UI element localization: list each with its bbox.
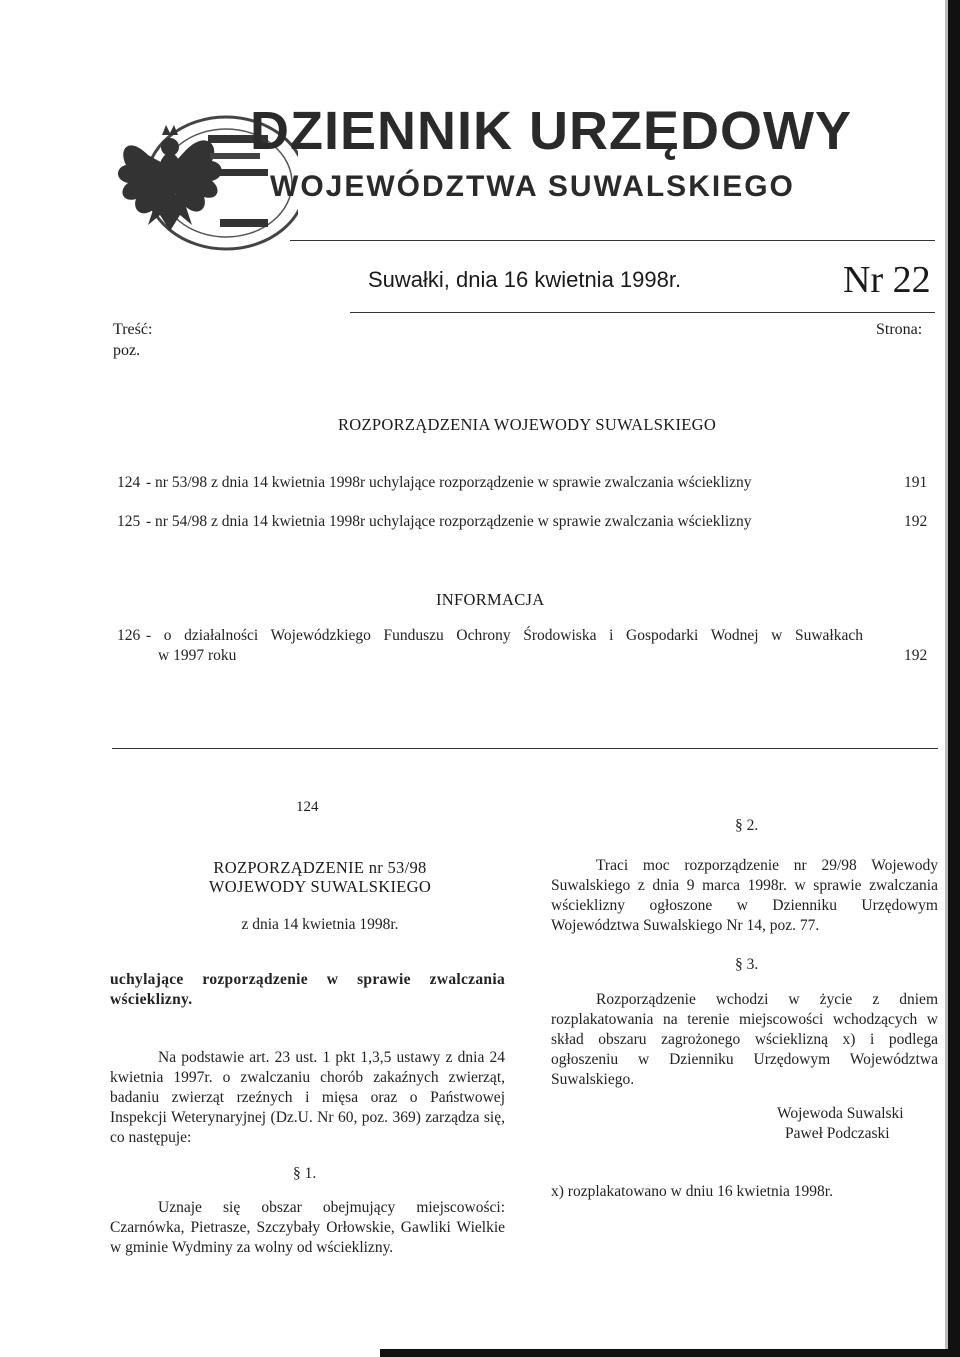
act-subject: uchylające rozporządzenie w sprawie zwalczania wścieklizny.: [110, 971, 505, 1008]
contents-label: Treść:: [113, 321, 153, 338]
act-date: z dnia 14 kwietnia 1998r.: [241, 916, 399, 933]
toc-item-page: 192: [904, 513, 928, 530]
paragraph-1-text: Uznaje się obszar obejmujący miejscowości: Czarnówka, Pietrasze, Szczybały Orłowskie, Gawliki Wielkie w gminie Wydminy za wolny od wścieklizny.: [110, 1199, 505, 1256]
contents-separator: [112, 748, 938, 749]
toc-item-text: - nr 53/98 z dnia 14 kwietnia 1998r uchylające rozporządzenie w sprawie zwalczania wścieklizny: [146, 474, 752, 491]
paragraph-2-text: Traci moc rozporządzenie nr 29/98 Wojewody Suwalskiego z dnia 9 marca 1998r. w sprawie zwalczania wścieklizny ogłoszone w Dzienniku Urzędowym Województwa Suwalskiego Nr 14, poz. 77.: [551, 857, 938, 934]
scan-edge-bottom: [380, 1349, 960, 1357]
act-title: ROZPORZĄDZENIE nr 53/98: [213, 858, 427, 877]
paragraph-3-label: § 3.: [735, 956, 759, 973]
journal-title: DZIENNIK URZĘDOWY: [250, 101, 852, 161]
act-preamble: Na podstawie art. 23 ust. 1 pkt 1,3,5 ustawy z dnia 24 kwietnia 1997r. o zwalczaniu chorób zakaźnych zwierząt, badaniu zwierząt rzeźnych i mięsa oraz o Państwowej Inspekcji Weterynaryjnej (Dz.U. Nr 60, poz. 369) zarządza się, co następuje:: [110, 1049, 505, 1146]
toc-item-text-cont: w 1997 roku: [158, 647, 237, 664]
header-rule: [350, 312, 935, 313]
issue-date: Suwałki, dnia 16 kwietnia 1998r.: [368, 267, 682, 292]
act-number: 124: [296, 799, 319, 815]
signature-title: Wojewoda Suwalski: [777, 1105, 904, 1122]
toc-item-poz: 124: [117, 474, 141, 491]
journal-subtitle: WOJEWÓDZTWA SUWALSKIEGO: [270, 170, 795, 203]
toc-item-poz: 125: [117, 513, 141, 530]
footnote: x) rozplakatowano w dniu 16 kwietnia 1998r.: [551, 1183, 833, 1200]
masthead-rule: [290, 240, 935, 241]
toc-item-page: 192: [904, 647, 928, 664]
toc-item-text: - o działalności Wojewódzkiego Funduszu Ochrony Środowiska i Gospodarki Wodnej w Suwałkach: [146, 627, 863, 644]
act-authority: WOJEWODY SUWALSKIEGO: [208, 877, 432, 896]
scan-edge-right: [948, 0, 960, 1357]
position-label: poz.: [113, 342, 141, 359]
page-label: Strona:: [876, 321, 923, 338]
toc-item-poz: 126: [117, 627, 141, 644]
scan-edge-shadow: [945, 0, 948, 1357]
section-title-regulations: ROZPORZĄDZENIA WOJEWODY SUWALSKIEGO: [338, 415, 717, 434]
signature-name: Paweł Podczaski: [785, 1125, 890, 1142]
toc-item-text: - nr 54/98 z dnia 14 kwietnia 1998r uchylające rozporządzenie w sprawie zwalczania wścieklizny: [146, 513, 752, 530]
toc-item-page: 191: [904, 474, 928, 491]
issue-number: Nr 22: [843, 259, 931, 301]
section-title-information: INFORMACJA: [436, 590, 545, 609]
paragraph-3-text: Rozporządzenie wchodzi w życie z dniem rozplakatowania na terenie miejscowości wchodzących w skład obszaru zagrożonego wścieklizną x) i podlega ogłoszeniu w Dzienniku Urzędowym Województwa Suwalskiego.: [551, 991, 938, 1088]
paragraph-1-label: § 1.: [293, 1165, 317, 1182]
paragraph-2-label: § 2.: [735, 817, 759, 834]
